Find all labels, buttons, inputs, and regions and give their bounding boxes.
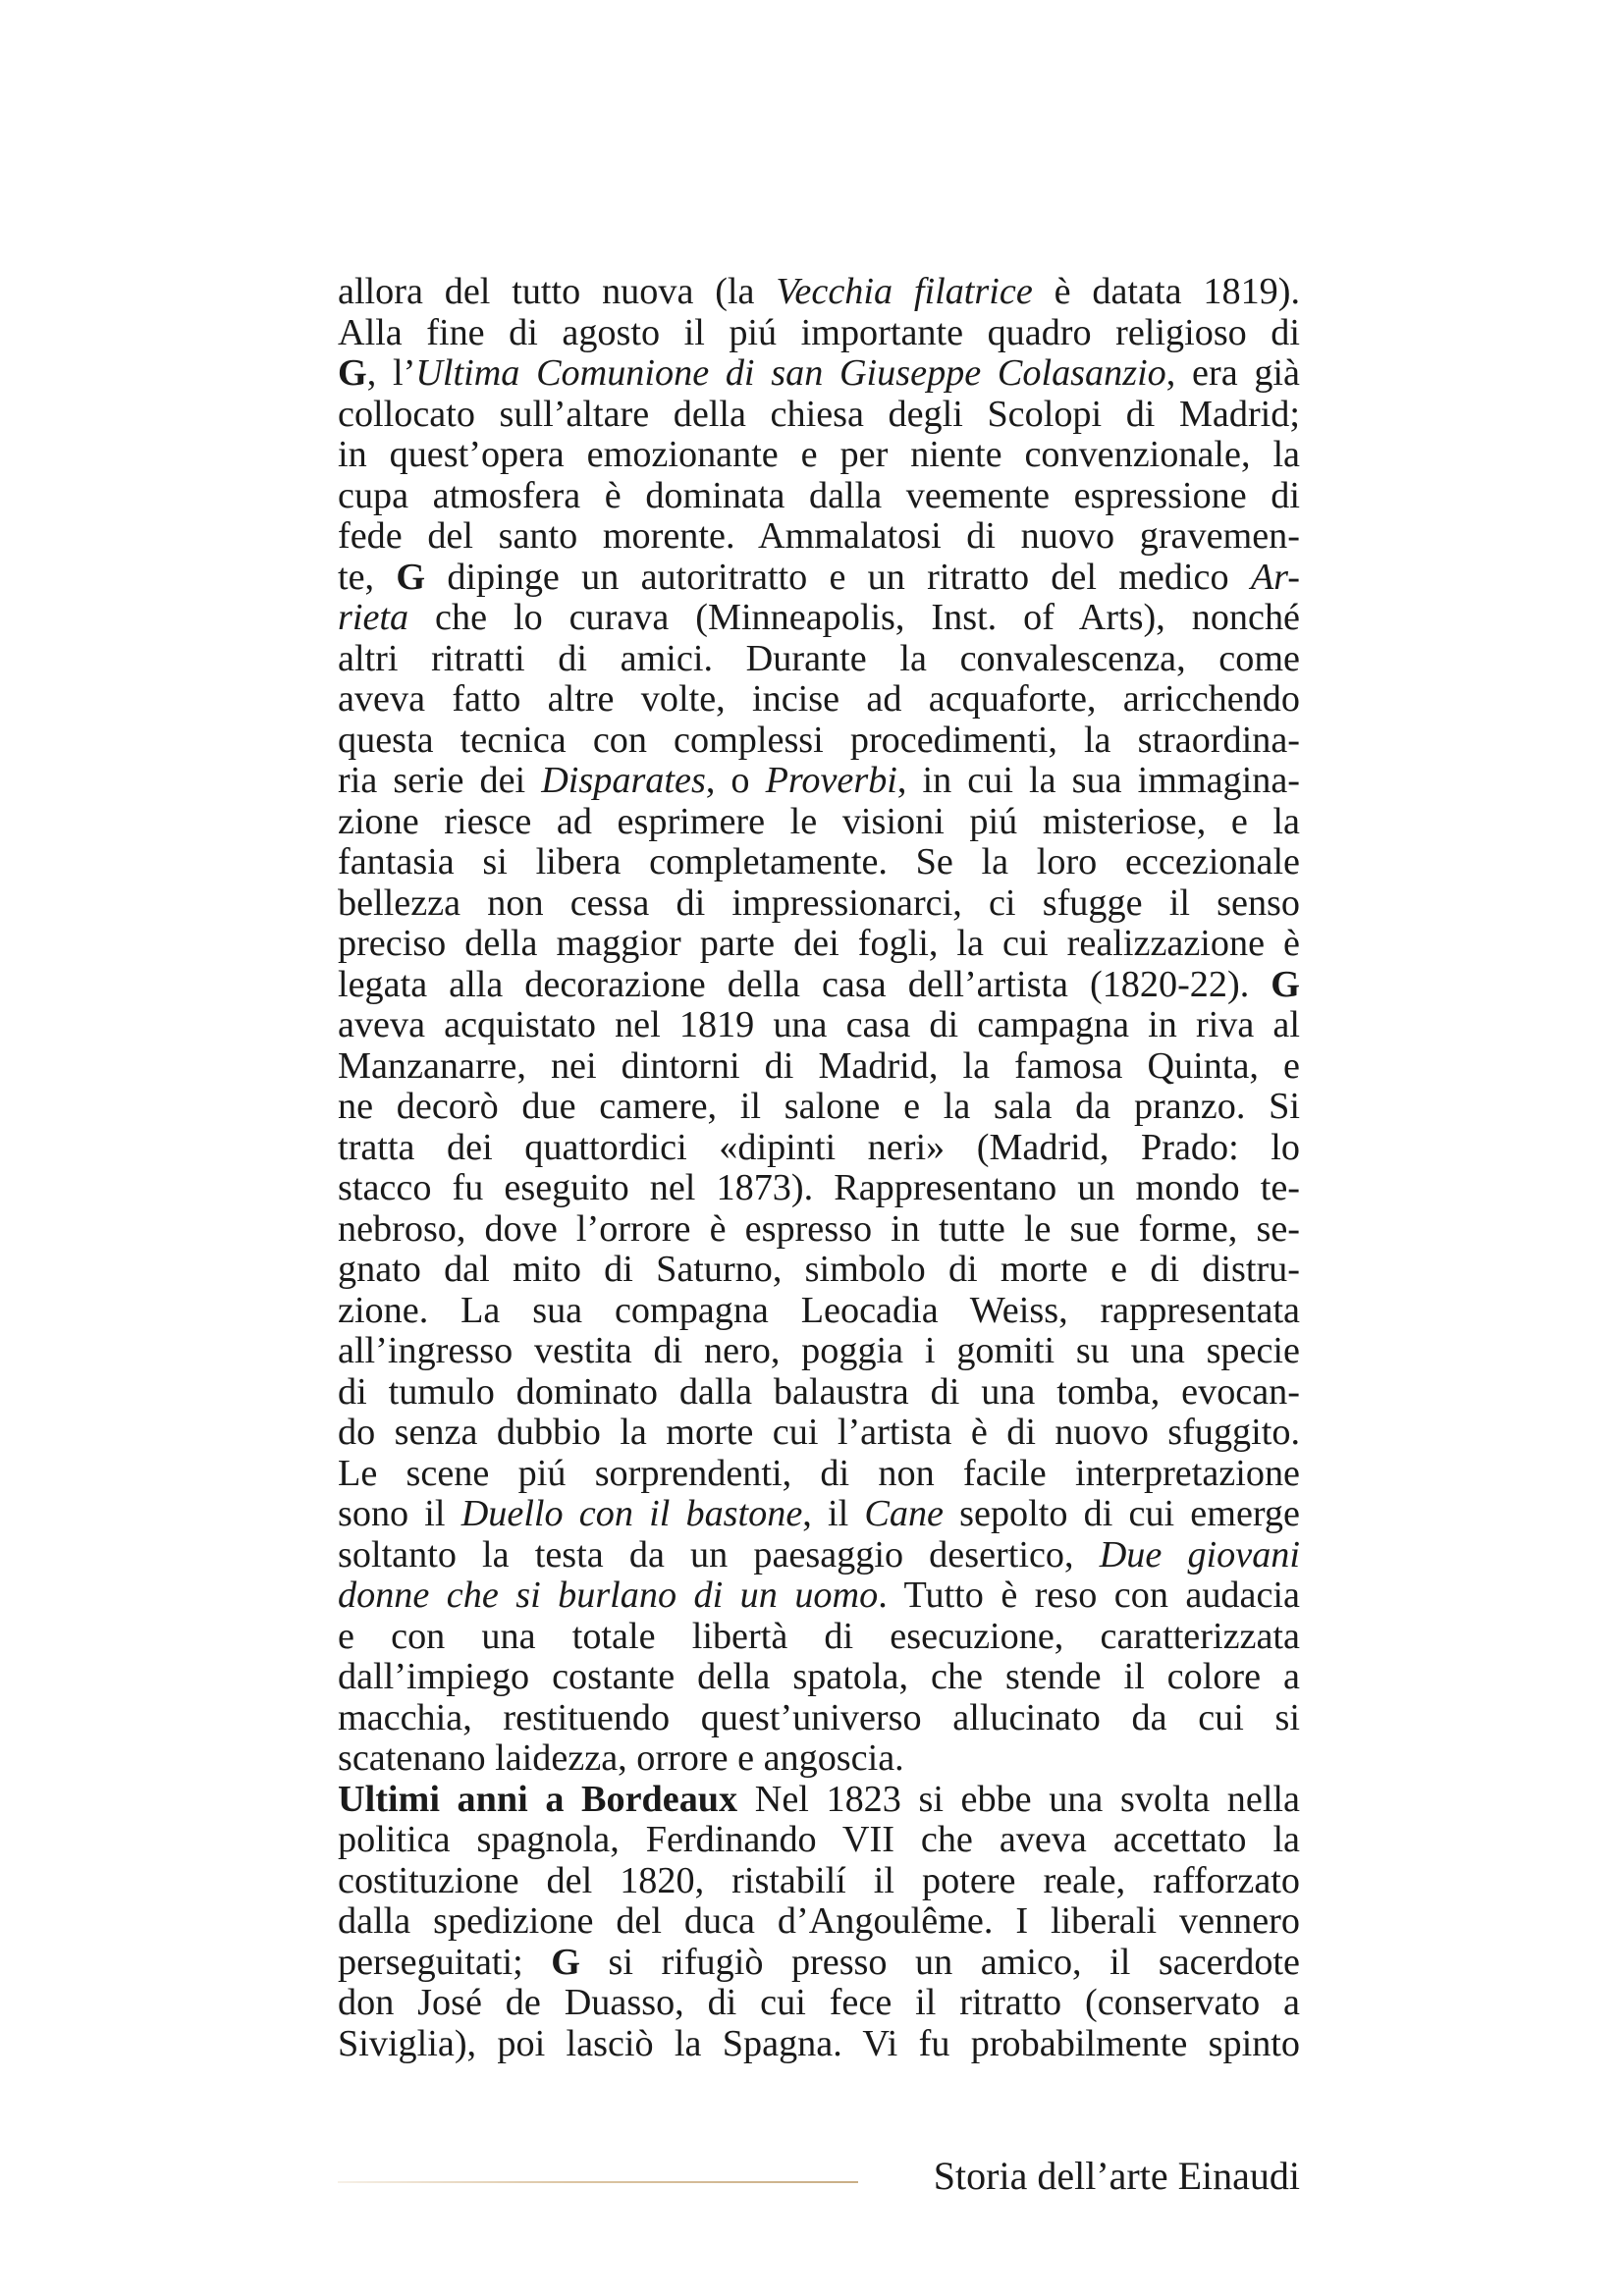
bold-text: Ultimi anni a Bordeaux [338,1778,738,1820]
text-line [338,1331,1300,1372]
text-segment: dalla spedizione del duca d’Angoulême. I liberali vennero [338,1900,1300,1942]
text-line [338,353,1300,395]
text-segment: perseguitati; [338,1941,552,1983]
text-segment: cupa atmosfera è dominata dalla veemente espressione di [338,474,1300,516]
text-line [338,1494,1300,1535]
text-segment: dall’impiego costante della spatola, che stende il colore a [338,1656,1300,1697]
text-segment: allora del tutto nuova (la [338,271,777,312]
text-segment: che lo curava (Minneapolis, Inst. of Arts), nonché [408,597,1300,638]
text-segment: altri ritratti di amici. Durante la convalescenza, come [338,637,1300,679]
text-segment: Nel 1823 si ebbe una svolta nella [737,1778,1300,1820]
text-line [338,965,1300,1006]
italic-text: donne che si burlano di un uomo [338,1575,879,1616]
text-segment: tratta dei quattordici «dipinti neri» (Madrid, Prado: lo [338,1126,1300,1168]
footer-rule [338,2181,858,2183]
text-segment: dipinge un autoritratto e un ritratto del medico [425,556,1251,598]
text-segment: legata alla decorazione della casa dell’artista (1820-22). [338,963,1271,1005]
bold-text: G [1271,963,1300,1005]
text-line [338,1738,1300,1780]
text-line [338,1698,1300,1739]
text-segment: sepolto di cui emerge [943,1493,1300,1534]
text-segment: all’ingresso vestita di nero, poggia i gomiti su una specie [338,1330,1300,1371]
text-segment: macchia, restituendo quest’universo allucinato da cui si [338,1696,1300,1738]
italic-text: Disparates [541,760,706,801]
text-segment: aveva acquistato nel 1819 una casa di campagna in riva al [338,1004,1300,1045]
text-line [338,435,1300,476]
text-segment: zione. La sua compagna Leocadia Weiss, rappresentata [338,1289,1300,1331]
text-segment: , il [802,1493,865,1534]
text-segment: sono il [338,1493,461,1534]
text-line [338,679,1300,721]
text-line [338,313,1300,354]
text-segment: scatenano laidezza, orrore e angoscia. [338,1737,904,1779]
body-text [338,272,1300,2064]
text-line [338,721,1300,762]
text-segment: collocato sull’altare della chiesa degli Scolopi di Madrid; [338,393,1300,435]
text-segment: zione riesce ad esprimere le visioni piú misteriose, e la [338,800,1300,842]
text-line [338,1372,1300,1414]
text-line [338,1657,1300,1698]
text-segment: bellezza non cessa di impressionarci, ci sfugge il senso [338,881,1300,924]
text-line [338,1250,1300,1291]
text-line [338,1291,1300,1332]
text-line [338,924,1300,965]
text-line [338,1983,1300,2024]
text-segment: do senza dubbio la morte cui l’artista è di nuovo sfuggito. [338,1412,1300,1453]
text-segment: in quest’opera emozionante e per niente convenzionale, la [338,434,1300,475]
bold-text: G [551,1941,580,1983]
text-segment: don José de Duasso, di cui fece il ritratto (conservato a [338,1982,1300,2023]
text-segment: soltanto la testa da un paesaggio desertico, [338,1533,1100,1575]
text-segment: stacco fu eseguito nel 1873). Rappresentano un mondo te- [338,1167,1300,1208]
text-line [338,1128,1300,1169]
italic-text: Duello con il bastone [460,1493,803,1534]
text-line [338,842,1300,883]
text-line [338,1901,1300,1943]
italic-text: rieta [338,597,409,638]
text-line [338,1861,1300,1902]
text-line [338,1413,1300,1454]
text-segment: e con una totale libertà di esecuzione, caratterizzata [338,1615,1300,1657]
text-segment: nebroso, dove l’orrore è espresso in tutte le sue forme, se- [338,1207,1300,1250]
text-line [338,395,1300,436]
text-segment: di tumulo dominato dalla balaustra di una tomba, evocan- [338,1370,1300,1413]
text-segment: Siviglia), poi lasciò la Spagna. Vi fu probabilmente spinto [338,2022,1300,2064]
text-line [338,761,1300,802]
text-line [338,1780,1300,1821]
text-segment: fede del santo morente. Ammalatosi di nuovo gravemen- [338,515,1300,557]
text-segment: . Tutto è reso con audacia [878,1575,1300,1616]
italic-text: Due giovani [1099,1533,1301,1575]
italic-text: Cane [864,1493,944,1534]
italic-text: Proverbi [765,760,897,801]
text-segment: Alla fine di agosto il piú importante quadro religioso di [338,311,1300,353]
text-line [338,598,1300,639]
text-segment: questa tecnica con complessi procedimenti, la straordina- [338,719,1300,761]
text-segment: fantasia si libera completamente. Se la loro eccezionale [338,841,1300,882]
bold-text: G [338,352,367,394]
text-line [338,1168,1300,1209]
bold-text: G [396,556,426,598]
text-segment: preciso della maggior parte dei fogli, la cui realizzazione è [338,923,1300,964]
text-line [338,1535,1300,1576]
text-segment: , in cui la sua immagina- [896,760,1301,801]
text-segment: è datata 1819). [1032,271,1301,312]
text-line [338,1209,1300,1251]
text-line [338,1454,1300,1495]
text-line [338,1005,1300,1046]
text-line [338,476,1300,517]
text-line [338,558,1300,599]
text-line [338,1943,1300,1984]
text-line [338,2024,1300,2065]
text-line [338,1617,1300,1658]
text-segment: , l’ [366,352,416,394]
italic-text: Ar- [1250,556,1300,598]
footer-title: Storia dell’arte Einaudi [933,2154,1300,2198]
text-line [338,1575,1300,1617]
text-line [338,516,1300,558]
italic-text: Vecchia filatrice [776,271,1033,312]
text-segment: aveva fatto altre volte, incise ad acquaforte, arricchendo [338,678,1300,720]
text-segment: te, [338,556,397,598]
text-segment: politica spagnola, Ferdinando VII che aveva accettato la [338,1819,1300,1860]
text-line [338,802,1300,843]
text-segment: gnato dal mito di Saturno, simbolo di morte e di distru- [338,1249,1300,1290]
text-segment: , era già [1165,352,1300,394]
text-line [338,272,1300,313]
text-segment: costituzione del 1820, ristabilí il potere reale, rafforzato [338,1859,1300,1901]
text-segment: ria serie dei [338,760,542,801]
text-segment: Le scene piú sorprendenti, di non facile interpretazione [338,1452,1300,1494]
text-line [338,639,1300,680]
text-line [338,883,1300,925]
text-segment: ne decorò due camere, il salone e la sala da pranzo. Si [338,1086,1300,1127]
text-line [338,1046,1300,1088]
text-segment: , o [705,760,766,801]
italic-text: Ultima Comunione di san Giuseppe Colasanzio [415,352,1166,394]
text-line [338,1087,1300,1128]
text-segment: Manzanarre, nei dintorni di Madrid, la famosa Quinta, e [338,1044,1300,1087]
text-segment: si rifugiò presso un amico, il sacerdote [580,1941,1300,1983]
text-line [338,1820,1300,1861]
